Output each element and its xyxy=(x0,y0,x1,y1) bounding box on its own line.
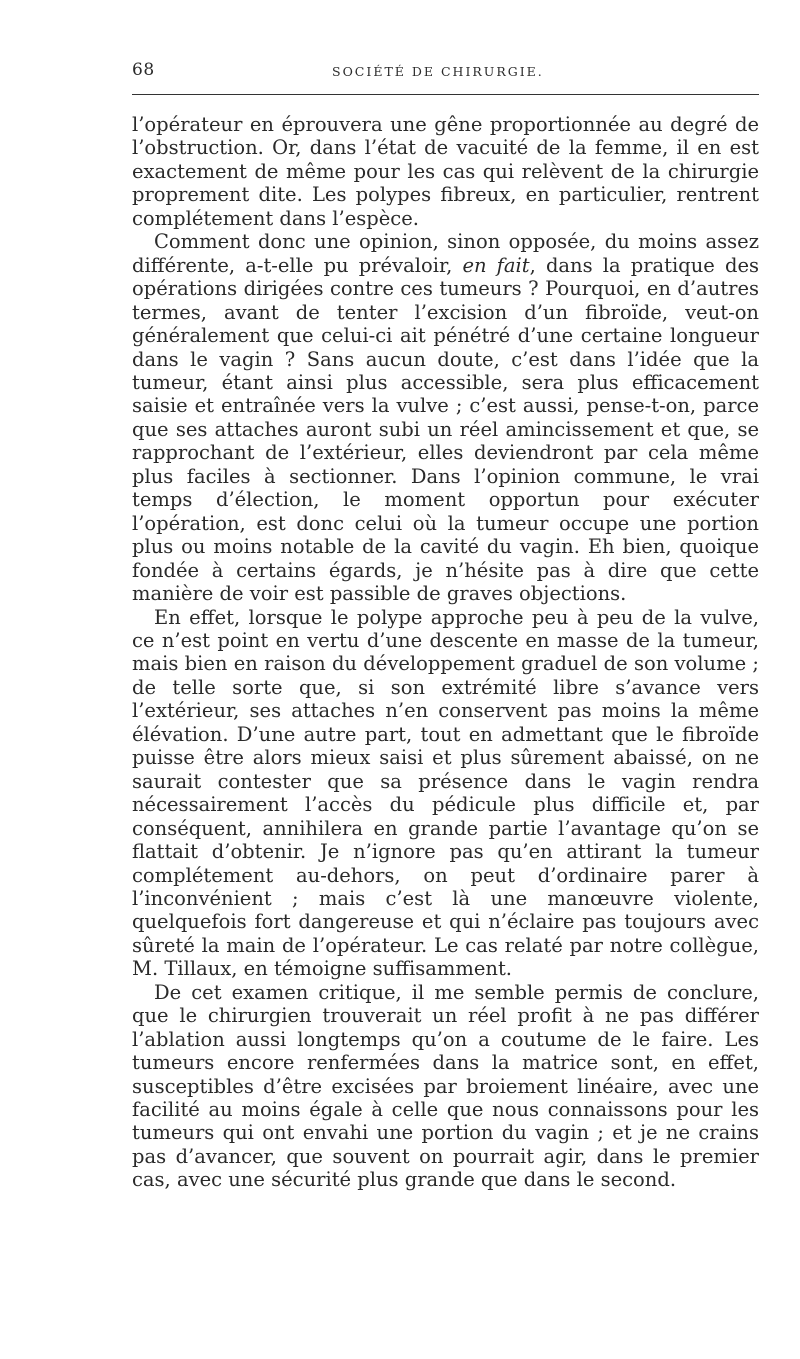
page-number: 68 xyxy=(132,60,155,80)
paragraph: En effet, lorsque le polype approche peu à peu de la vulve, ce n’est point en vertu d’une descente en masse de la tumeur, mais bien en raison du développement graduel de son volume ; de telle sorte que, si son extrémité libre s’avance vers l’extérieur, ses attaches n’en conservent pas moins la même élévation. D’une autre part, tout en admettant que le fibroïde puisse être alors mieux saisi et plus sûrement abaissé, on ne saurait contester que sa présence dans le vagin rendra nécessairement l’accès du pédicule plus difficile et, par conséquent, annihilera en grande partie l’avantage qu’on se flattait d’obtenir. Je n’ignore pas qu’en attirant la tumeur complétement au-dehors, on peut d’ordinaire parer à l’inconvénient ; mais c’est là une manœuvre violente, quelquefois fort dangereuse et qui n’éclaire pas toujours avec sûreté la main de l’opérateur. Le cas relaté par notre collègue, M. Tillaux, en témoigne suffisamment. xyxy=(132,605,759,981)
running-head xyxy=(132,58,759,88)
body-text xyxy=(132,113,759,1192)
paragraph xyxy=(132,230,759,605)
paragraph: De cet examen critique, il me semble permis de conclure, que le chirurgien trouverait un réel profit à ne pas différer l’ablation aussi longtemps qu’on a coutume de le faire. Les tumeurs encore renfermées dans la matrice sont, en effet, susceptibles d’être excisées par broiement linéaire, avec une facilité au moins égale à celle que nous connaissons pour les tumeurs qui ont envahi une portion du vagin ; et je ne crains pas d’avancer, que souvent on pourrait agir, dans le premier cas, avec une sécurité plus grande que dans le second. xyxy=(132,980,759,1192)
paragraph: l’opérateur en éprouvera une gêne proportionnée au degré de l’obstruction. Or, dans l’état de vacuité de la femme, il en est exactement de même pour les cas qui relèvent de la chirurgie proprement dite. Les polypes fibreux, en particulier, rentrent complétement dans l’espèce. xyxy=(132,113,759,230)
header-rule xyxy=(132,94,759,95)
journal-title: SOCIÉTÉ DE CHIRURGIE. xyxy=(332,64,544,79)
italic-phrase: en fait xyxy=(462,253,530,277)
paragraph-text: Comment donc une opinion, sinon opposée, du moins assez différente, a-t-elle pu prévaloir, xyxy=(132,230,759,277)
paragraph-text: , dans la pratique des opérations dirigées contre ces tumeurs ? Pourquoi, en d’autres termes, avant de tenter l’excision d’un fibroïde, veut-on généralement que celui-ci ait pénétré d’une certaine longueur dans le vagin ? Sans aucun doute, c’est dans l’idée que la tumeur, étant ainsi plus accessible, sera plus efficacement saisie et entraînée vers la vulve ; c’est aussi, pense-t-on, parce que ses attaches auront subi un réel amincissement et que, se rapprochant de l’extérieur, elles deviendront par cela même plus faciles à sectionner. Dans l’opinion commune, le vrai temps d’élection, le moment opportun pour exécuter l’opération, est donc celui où la tumeur occupe une portion plus ou moins notable de la cavité du vagin. Eh bien, quoique fondée à certains égards, je n’hésite pas à dire que cette manière de voir est passible de graves objections. xyxy=(132,253,759,606)
